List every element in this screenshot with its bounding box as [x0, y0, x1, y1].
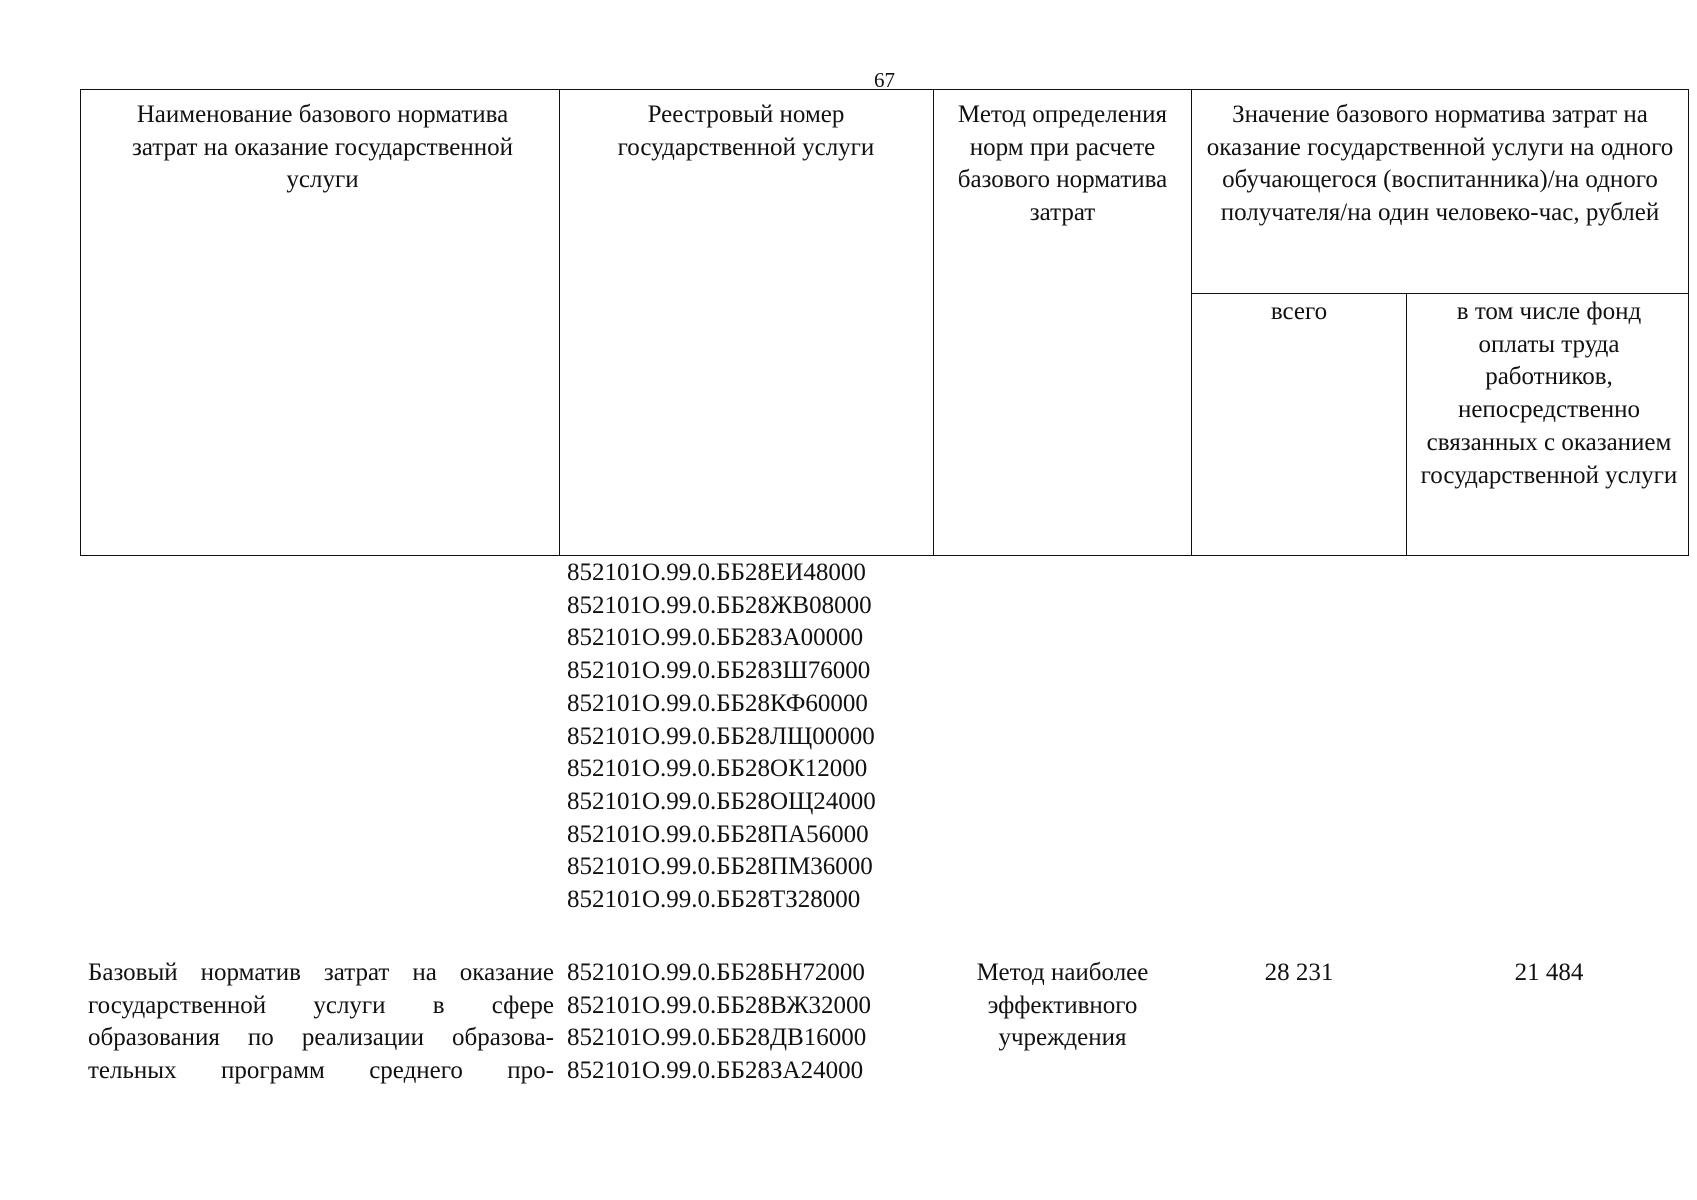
row-method: Метод наиболее эффективного учреждения	[976, 959, 1149, 1052]
header-registry: Реестровый номер государственной услуги	[617, 101, 875, 161]
header-divider-1	[559, 89, 560, 556]
list-item: 852101О.99.0.ББ28ОЩ24000	[567, 787, 876, 815]
list-item: 852101О.99.0.ББ28ПМ36000	[567, 853, 873, 881]
list-item: 852101О.99.0.ББ28ЖВ08000	[567, 591, 872, 619]
continuation-codes-list	[567, 557, 937, 917]
row-name-line: тельных программ среднего про-	[88, 1057, 554, 1085]
row-total: 28 231	[1264, 959, 1334, 986]
list-item: 852101О.99.0.ББ28КФ60000	[567, 689, 868, 717]
header-subdivider-vertical	[1406, 293, 1407, 556]
header-subdivider-horizontal	[1191, 293, 1689, 294]
list-item: 852101О.99.0.ББ28ПА56000	[567, 820, 869, 848]
list-item: 852101О.99.0.ББ28ЗА24000	[567, 1057, 864, 1085]
header-name: Наименование базового норматива затрат на оказание государственной услуги	[131, 101, 514, 194]
list-item: 852101О.99.0.ББ28ЛЩ00000	[567, 722, 875, 750]
row-name-line: государственной услуги в сфере	[88, 991, 554, 1019]
header-divider-2	[933, 89, 934, 556]
header-value: Значение базового норматива затрат на оказание государственной услуги на одного обучающегося (воспитанника)/на одного получателя/на один человеко-час, рублей	[1206, 101, 1674, 227]
list-item: 852101О.99.0.ББ28ЗА00000	[567, 624, 864, 652]
header-method: Метод определения норм при расчете базового норматива затрат	[957, 101, 1168, 227]
row-codes-list	[567, 957, 937, 1088]
list-item: 852101О.99.0.ББ28ЕИ48000	[567, 559, 866, 586]
header-value-total: всего	[1270, 298, 1328, 325]
header-divider-3	[1191, 89, 1192, 556]
page-number: 67	[874, 68, 895, 92]
row-service-name	[88, 957, 554, 1088]
row-name-line: образования по реализации образова-	[88, 1024, 554, 1052]
row-name-line: Базовый норматив затрат на оказание	[88, 959, 554, 986]
list-item: 852101О.99.0.ББ28БН72000	[567, 959, 865, 986]
list-item: 852101О.99.0.ББ28ЗШ76000	[567, 657, 871, 685]
row-including: 21 484	[1514, 959, 1584, 986]
list-item: 852101О.99.0.ББ28ВЖ32000	[567, 991, 871, 1019]
list-item: 852101О.99.0.ББ28ОК12000	[567, 755, 868, 783]
header-value-including: в том числе фонд оплаты труда работников, непосредственно связанных с оказанием государственной услуги	[1420, 298, 1678, 489]
list-item: 852101О.99.0.ББ28ТЗ28000	[567, 886, 861, 914]
list-item: 852101О.99.0.ББ28ДВ16000	[567, 1024, 867, 1052]
